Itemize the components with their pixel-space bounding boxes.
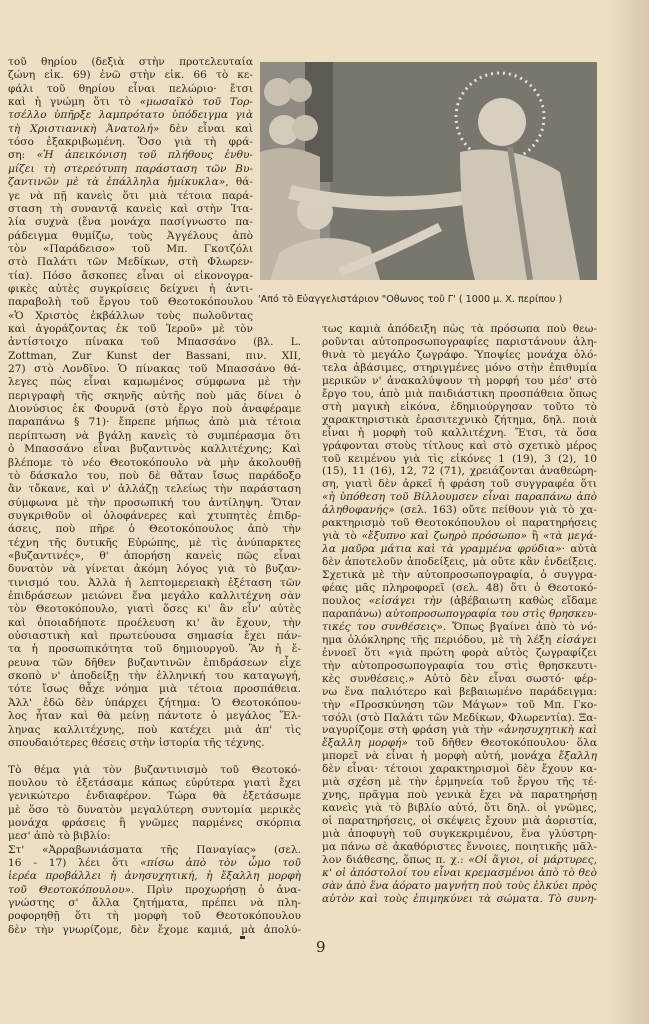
text-segment: γενικώτερο ἐνδιαφέρον. Τώρα θὰ ἐξετάσωμε — [8, 790, 301, 803]
text-line — [322, 569, 597, 582]
text-segment: τέχνη τῆς δυτικῆς Εὐρώπης, μὲ τὶς ἀνύπαρκτες — [8, 536, 301, 549]
italic-quote: αὐτοπροσωπογραφία του στὶς θρησκευ- — [385, 607, 598, 620]
text-segment: τσόλι (στὸ Παλάτι τῶν Μεδίκων, Φλωρεντία). Ξα- — [322, 711, 597, 724]
text-segment: καὶ ἡ γνώμη ὅτι τὸ — [8, 96, 140, 109]
text-line — [8, 430, 301, 443]
text-segment: (σελ. 163) οὔτε πείθουν γιὰ τὸ χα- — [394, 504, 597, 517]
text-line — [322, 815, 597, 828]
text-segment: φέας μᾶς πληροφορεῖ (σελ. 48) ὅτι ὁ Θεοτοκό- — [322, 582, 597, 594]
text-line — [8, 563, 301, 576]
text-line — [322, 634, 597, 647]
text-line — [322, 323, 597, 336]
text-line — [322, 763, 597, 776]
text-line — [322, 440, 597, 453]
text-line — [322, 595, 597, 608]
text-segment: (ἀβέβαιωτη καθὼς εἴδαμε — [442, 594, 597, 607]
text-segment: τως καμιὰ ἀπόδειξη πὼς τὰ πρόσωπα ποὺ θεω- — [322, 323, 597, 335]
text-line — [8, 804, 301, 817]
text-segment: τινισμό του. Ἀλλὰ ἡ λεπτομερειακὴ ἐξέταση τῶν — [8, 576, 301, 589]
text-line — [322, 453, 597, 466]
text-segment: ληνας καλλιτέχνης, ποὺ κατέχει μιὰ ἀπ' τὶς — [8, 723, 301, 736]
text-line — [322, 517, 597, 530]
text-segment: ἐπιδράσεων μειώνει ἕνα μεγάλο καλλιτέχνη σὰν — [8, 590, 301, 602]
text-segment: συγκριθοῦν οἱ ὁλοφάνερες καὶ χτυπητὲς ἐπιδρ- — [8, 509, 301, 522]
text-line — [8, 777, 301, 790]
text-segment: πουλος — [322, 594, 369, 607]
text-line — [322, 362, 597, 375]
text-line — [8, 643, 301, 656]
text-line — [8, 497, 301, 510]
text-segment: στὴ μαγικὴ εἰκόνα, ἐδημιούργησαν τοῦτο τὸ — [322, 400, 597, 413]
text-line — [8, 136, 253, 149]
text-segment: χαρακτηριστικὰ ἐρασιτεχνικὸ ζήτημα, δηλ. ποιὰ — [322, 413, 597, 426]
text-segment: τελα ἀβάσιμες, στηριγμένες μόνο στὴν ἐπιθυμία — [322, 361, 597, 374]
text-line — [8, 683, 301, 696]
text-line — [8, 630, 301, 643]
text-line — [322, 543, 597, 556]
page-edge-shadow — [609, 0, 649, 1024]
text-line — [8, 176, 253, 189]
italic-quote: «Ἡ ἀπεικόνιση τοῦ πλήθους ἐνθυ- — [36, 149, 253, 162]
text-segment: ρακτηρισμὸ τοῦ Θεοτοκόπουλου οἱ παρατηρήσεις — [322, 517, 597, 530]
text-line — [8, 323, 253, 336]
text-line — [322, 621, 597, 634]
text-line — [8, 310, 253, 323]
text-line — [322, 750, 597, 763]
text-segment: τοῦ δῆθεν Θεοτοκόπουλου· ὅλα — [407, 737, 597, 750]
text-segment: τὴν αὐτοπροσωπογραφία του στὶς θρησκευτι- — [322, 659, 597, 672]
italic-quote: ἔξαλλη μορφή» — [322, 737, 408, 750]
text-segment: ημα ὁλόκληρης τῆς περιόδου, μὲ τὴ λέξη — [322, 633, 557, 646]
text-line — [322, 465, 597, 478]
text-segment: περίπτωση νὰ βγάλῃ κανεὶς τὸ συμπέρασμα ὅτι — [8, 429, 301, 442]
text-line — [8, 817, 301, 830]
text-line — [8, 216, 253, 229]
text-line — [8, 910, 301, 923]
text-segment: ἀντίστοιχο πίνακα τοῦ Μπασσάνο (βλ. L. — [8, 336, 301, 349]
italic-quote: μίζει τὴ στερεότυπη παράσταση τῶν Βυ- — [8, 162, 253, 175]
text-line — [322, 828, 597, 841]
text-line — [322, 414, 597, 427]
text-segment: καὶ ὁποιαδήποτε προέλευση κι' ἂν ἔχουν, τὴν — [8, 616, 301, 629]
text-segment: · αὐτὰ — [561, 543, 597, 556]
text-segment: λία συχνὰ (ἕνα μονάχα πασίγνωστο πα- — [8, 216, 253, 229]
text-line — [8, 296, 253, 309]
text-line — [8, 510, 301, 523]
text-segment: , θά- — [225, 176, 253, 189]
text-segment: «βυζαντινές», θ' ἀπορήσῃ κανεὶς πῶς εἶναι — [8, 549, 301, 562]
italic-quote: εἰσάγει — [556, 633, 597, 646]
text-line — [8, 603, 301, 616]
text-segment: δὲν εἶναι καὶ — [159, 122, 253, 135]
text-line — [322, 776, 597, 789]
text-segment: τότε ἴσως θἆχε νόημα μιὰ τέτοια προσπάθεια. — [8, 683, 301, 696]
text-line — [8, 724, 301, 737]
italic-quote: λα μαῦρα μάτια καὶ τὰ γραμμένα φρύδια» — [322, 543, 562, 556]
italic-quote: τὴ Χριστιανικὴ Ἀνατολή» — [8, 122, 160, 135]
text-segment: παραβολὴ τοῦ ἔργου τοῦ Θεοτοκόπουλου — [8, 296, 253, 309]
text-segment: 16 - 17) λέει ὅτι — [8, 857, 141, 869]
text-line — [322, 388, 597, 401]
text-line — [322, 582, 597, 595]
text-segment: ρευνα τῶν δῆθεν βυζαντινῶν ἐπιδράσεων εἶχε — [8, 656, 301, 669]
text-line — [8, 83, 253, 96]
text-segment: τόσο ἐξακριβωμένη. Ὅσο γιὰ τὴ φρά- — [8, 136, 253, 149]
text-segment: Zottman, Zur Kunst der Bassani, πιν. XII, — [8, 349, 301, 362]
italic-quote: κ' οἱ ἀπόστολοί του εἶναι κρεμασμένοι ἀπὸ τὸ θεὸ — [322, 866, 597, 879]
text-segment: παραπάνω) — [322, 607, 386, 620]
text-segment: πουλου τὸ ἐξετάσαμε κάπως εὐρύτερα γιατὶ ἔχει — [8, 776, 301, 789]
text-segment: Τὸ θέμα γιὰ τὸν βυζαντινισμὸ τοῦ Θεοτοκό- — [8, 763, 301, 776]
text-line — [322, 427, 597, 440]
text-segment: μπορεῖ νὰ εἶναι ἡ μορφὴ αὐτή, μονάχα — [322, 750, 559, 763]
text-segment: (15), 11 (16), 12, 72 (71), χρειάζονται ἀναθεώρη- — [322, 465, 597, 478]
text-segment: τὸν Θεοτοκόπουλο, γιατὶ ὅσες κι' ἂν εἶν' αὐτὲς — [8, 603, 301, 616]
text-line — [322, 789, 597, 802]
text-line — [322, 737, 597, 750]
text-segment: κανεὶς γιὰ τὸ βιβλίο αὐτό, ὅτι δηλ. οἱ γνῶμες, — [322, 802, 597, 815]
text-segment: ἔργο του, ἀπὸ μιὰ παιδιάστικη προσπάθεια ὅπως — [322, 387, 597, 400]
italic-quote: τοῦ Θεοτοκόπουλου» — [8, 883, 132, 896]
italic-quote: «ἔξυπνο καὶ ζωηρὸ πρόσωπο» — [361, 530, 528, 543]
text-segment: σπουδαιότερες θέσεις στὴν ἱστορία τῆς τέχνης. — [8, 736, 265, 749]
text-segment: δὲν ἀποτελοῦν ἀποδείξεις, μὰ οὔτε κἂν ἐνδείξεις. — [322, 556, 597, 569]
text-line — [8, 924, 301, 937]
text-line — [8, 403, 301, 416]
text-segment: ναγυρίζομε στὴ φράση γιὰ τὴν — [322, 724, 498, 737]
text-segment: σύμφωνα μὲ τὴν προσωπική του ἀντίληψη. Ὅταν — [8, 496, 301, 509]
text-line — [8, 123, 253, 136]
italic-quote: «μωσαϊκὸ τοῦ Τορ- — [139, 96, 253, 109]
text-line — [8, 283, 253, 296]
text-line — [322, 647, 597, 660]
print-mark — [240, 936, 245, 939]
text-line — [322, 349, 597, 362]
text-segment: μεσ' ἀπὸ τὸ βιβλίο: — [8, 830, 111, 843]
text-line — [8, 457, 301, 470]
text-segment: «Ὁ Χριστὸς ἐκβάλλων τοὺς πωλοῦντας — [8, 309, 253, 322]
text-line — [8, 256, 253, 269]
text-segment: μα πάνω σὲ ἀκαθόριστες ἔννοιες, ποιητικῆς μᾶλ- — [322, 841, 597, 853]
text-line — [8, 69, 253, 82]
text-segment: τα ἡ προσωπικότητα τοῦ δημιουργοῦ. Ἂν ἡ ἔ- — [8, 643, 301, 656]
text-segment: τὸν «Παράδεισο» τοῦ Μπ. Γκοτζόλι — [8, 242, 253, 255]
text-line — [8, 376, 301, 389]
text-line — [8, 790, 301, 803]
text-line — [322, 375, 597, 388]
text-segment: ζώνη εἰκ. 69) ἐνῶ στὴν εἰκ. 66 τὸ κε- — [8, 69, 253, 82]
text-segment: καὶ ἀγοράζοντας ἐκ τοῦ Ἱεροῦ» μὲ τὸν — [8, 323, 253, 335]
text-line — [322, 724, 597, 737]
text-line — [8, 390, 301, 403]
text-segment: τοῦ κειμένου γιὰ τὶς εἰκόνες 1 (19), 3 (2), 10 — [322, 452, 597, 465]
text-line — [8, 670, 301, 683]
text-segment: . Πρὶν προχωρήσῃ ὁ ἀνα- — [131, 883, 301, 896]
text-line — [8, 857, 301, 870]
text-segment: γιὰ τὸ — [322, 530, 362, 543]
italic-quote: ἱερέα προβάλλει ἡ ἀνησυχητική, ἡ ἔξαλλη μορφὴ — [8, 870, 301, 883]
text-segment: κὲς συνθέσεις.» Αὐτὸ δὲν εἶναι σωστό· φέρ- — [322, 672, 597, 685]
italic-quote: «ἡ ὑπόθεση τοῦ Βίλλουμσεν εἶναι παραπάνω ἀπὸ — [322, 491, 597, 504]
text-line — [322, 660, 597, 673]
text-line — [8, 350, 301, 363]
italic-quote: τσέλλο ὑπῆρξε λαμπρότατο ὑπόδειγμα γιὰ — [8, 109, 253, 122]
text-segment: φικὲς αὐτὲς συγκρίσεις δείχνει ἡ ἀντι- — [8, 282, 253, 295]
text-segment: μερικῶν ν' ἀνακαλύψουν τὴ μορφή του μέσ' στὸ — [322, 374, 597, 387]
text-line — [322, 608, 597, 621]
text-line — [322, 504, 597, 517]
text-segment: περιγραφὴ τῆς σκηνῆς αὐτῆς ποὺ μᾶς δίνει ὁ — [8, 389, 301, 402]
text-line — [8, 230, 253, 243]
text-line — [8, 884, 301, 897]
text-segment: άσεις, ποὺ πῆρε ὁ Θεοτοκόπουλος ἀπὸ τὴν — [8, 523, 301, 536]
text-line — [8, 470, 301, 483]
text-line — [8, 483, 301, 496]
text-segment: Ἀλλ' ἐδῶ δὲν ὑπάρχει ζήτημα: Ὁ Θεοτοκόπου- — [8, 696, 301, 709]
text-segment: ση, γιατὶ δὲν ἀρκεῖ ἡ φράση τοῦ συγγραφέα ὅτι — [322, 478, 597, 491]
text-segment: ἐννοεῖ ὅτι «γιὰ πρώτη φορὰ αὐτὸς ζωγραφίζει — [322, 646, 597, 659]
text-line — [8, 270, 253, 283]
italic-quote: τικές του συνθέσεις» — [322, 620, 443, 633]
text-segment: λον διάθεσης, ὅπως π. χ.: — [322, 853, 469, 866]
text-line — [8, 416, 301, 429]
italic-quote: σὰν ἀπὸ ἕνα ἀόρατο μαγνήτη ποὺ τοὺς ἑλκύει πρὸς — [322, 879, 597, 892]
text-segment: οὐσιαστικὴ καὶ πρωτεύουσα σημασία ἔχει πάν- — [8, 630, 301, 643]
text-line — [8, 190, 253, 203]
text-line — [322, 893, 597, 906]
text-segment: οἱ παρατηρήσεις, οἱ σκέψεις ἔχουν μιὰ ἀοριστία, — [322, 815, 597, 828]
text-segment: ση: — [8, 149, 37, 162]
text-segment: γε νὰ πῇ κανεὶς ὅτι μιὰ τέτοια παρά- — [8, 189, 253, 202]
text-line — [8, 523, 301, 536]
text-line — [322, 712, 597, 725]
text-segment: ροῦνται αὐτοπροσωπογραφίες παριστάνουν ἀλη- — [322, 335, 597, 348]
text-segment: μὲ ὅσο τὸ δυνατὸν μεγαλύτερη συντομία μερικὲς — [8, 803, 301, 816]
text-line — [322, 880, 597, 893]
text-line — [322, 686, 597, 699]
text-segment: μιὰ σχέση μὲ τὴν ἑρμηνεία τοῦ ἔργου τῆς τέ- — [322, 776, 597, 789]
text-line — [8, 577, 301, 590]
text-segment: . Ὅπως βγαίνει ἀπὸ τὸ νό- — [442, 620, 597, 633]
text-segment: δὲν τὴν γνωρίζομε, δὲν ἔχομε καμιά, μὰ ἀπολύ- — [8, 923, 301, 936]
text-line — [8, 149, 253, 162]
italic-quote: «πίσω ἀπὸ τὸν ὦμο τοῦ — [140, 857, 301, 869]
text-segment: Διονύσιος ἐκ Φουρνᾶ (στὸ ἔργο ποὺ ἀναφέραμε — [8, 403, 301, 416]
text-line — [8, 363, 301, 376]
text-segment: θινὰ τὸ μεγάλο ζωγράφο. Ὑποψίες μονάχα ὁλό- — [322, 348, 597, 361]
text-line — [322, 530, 597, 543]
italic-quote: «εἰσάγει τὴν — [368, 594, 443, 607]
text-segment: μιὰ ἀποφυγὴ τοῦ συγκεκριμένου, ἕνα γλύστρη- — [322, 828, 597, 841]
text-segment: εἶναι ἡ μορφὴ τοῦ καλλιτέχνη. Ἔτσι, τὰ ὅσα — [322, 426, 597, 439]
text-segment: Στ' «Ἀρραβωνιάσματα τῆς Παναγίας» (σελ. — [8, 843, 301, 856]
text-line — [322, 802, 597, 815]
text-line — [322, 556, 597, 569]
miniature-image — [260, 62, 597, 280]
text-line — [8, 764, 301, 777]
italic-quote: «ἀνησυχητικὴ καὶ — [497, 724, 597, 737]
text-line — [8, 590, 301, 603]
text-segment: τοῦ θηρίου (δεξιὰ στὴν προτελευταία — [8, 56, 253, 68]
text-line — [322, 854, 597, 867]
text-line — [8, 697, 301, 710]
text-segment: 27) στὸ Λονδῖνο. Ὁ πίνακας τοῦ Μπασσάνο θά- — [8, 363, 301, 376]
text-line — [8, 203, 253, 216]
text-segment: δὲν εἶναι· τέτοιοι χαρακτηρισμοὶ δὲν ἔχουν κα- — [322, 763, 597, 776]
text-line — [322, 401, 597, 414]
text-segment: λεγες πὼς εἶναι καμωμένος σύμφωνα μὲ τὴν — [8, 376, 301, 389]
text-line — [8, 96, 253, 109]
text-segment: μονάχα φράσεις ἢ γνῶμες παρμένες σκόρπια — [8, 816, 301, 829]
text-segment: τὸ δάσκαλο του, ποὺ δὲ θἄταν ἴσως παράδοξο — [8, 469, 301, 482]
text-line — [322, 699, 597, 712]
text-segment: ροφορηθῇ ὅτι τὴ μορφὴ τοῦ Θεοτοκόπουλου — [8, 910, 301, 923]
text-segment: ἢ — [527, 530, 544, 543]
figure-caption: 'Από τὸ Εὐαγγελιστάριον "Οθωνος τοῦ Γ' ( 1000 μ. Χ. περίπου ) — [258, 294, 563, 305]
text-segment: βλέπομε τὸ νέο Θεοτοκόπουλο νὰ μὴν ἀκολουθῇ — [8, 456, 301, 469]
text-segment: σκοπὸ ν' ἀποδείξῃ τὴν ἑλληνική του καταγωγή, — [8, 670, 301, 683]
text-line — [322, 491, 597, 504]
illustration-christ-miniature — [260, 62, 597, 280]
text-segment: ἂν τὄκανε, καὶ ν' ἀλλάζῃ τελείως τὴν παράσταση — [8, 483, 301, 496]
text-line — [322, 336, 597, 349]
text-line — [8, 56, 253, 69]
text-line — [322, 478, 597, 491]
text-line — [8, 443, 301, 456]
text-segment: χνης, πρᾶγμα ποὺ γενικὰ ἔχει νὰ παρατηρήσῃ — [322, 789, 597, 802]
text-line — [8, 336, 301, 349]
text-line — [8, 550, 301, 563]
text-segment: γράφονται στοὺς τίτλους καὶ στὸ σχετικὸ μέρος — [322, 439, 597, 452]
text-segment: νω ἕνα παλιότερο καὶ βεβαιωμένο παράδειγμα: — [322, 685, 597, 698]
text-line — [8, 617, 301, 630]
text-segment: φάλι τοῦ θηρίου εἶναι πελώριο· ἔτσι — [8, 82, 253, 95]
text-line — [8, 737, 301, 750]
italic-quote: «τὰ μεγά- — [543, 530, 597, 543]
italic-quote: ἔξαλλη — [558, 750, 597, 763]
italic-quote: αὐτὸν καὶ τοὺς ἐπιμηκύνει τὰ σώματα. Τὸ συνη- — [322, 892, 597, 905]
text-segment: στὸ Παλάτι τῶν Μεδίκων, στὴ Φλωρεν- — [8, 256, 253, 269]
text-line — [8, 537, 301, 550]
text-segment: τὴν «Προσκύνηση τῶν Μάγων» τοῦ Μπ. Γκο- — [322, 698, 597, 711]
italic-quote: «Οἱ ἅγιοι, οἱ μάρτυρες, — [468, 853, 597, 866]
page-number: 9 — [316, 938, 326, 956]
text-segment: τία). Πόσο ἄσκοπες εἶναι οἱ εἰκονογρα- — [8, 269, 253, 282]
text-line — [8, 109, 253, 122]
text-line — [8, 710, 301, 723]
text-segment: ὁ Μπασσάνο εἶναι βυζαντινὸς καλλιτέχνης; Καὶ — [8, 443, 301, 456]
text-line — [322, 673, 597, 686]
text-segment: Σχετικὰ μὲ τὴν αὐτοπροσωπογραφία, ὁ συγγρα- — [322, 569, 597, 582]
text-segment: δυνατὸν νὰ γίνεται ἀκόμη λόγος γιὰ τὸ βυζαν- — [8, 563, 301, 576]
text-segment: σταση τὴ συναντᾷ κανεὶς καὶ στὴν Ἰτα- — [8, 202, 253, 215]
italic-quote: ζαντινῶν μὲ τὰ ἐπάλληλα ἡμίκυκλα» — [8, 176, 226, 189]
italic-quote: ἀληθοφανής» — [322, 504, 395, 517]
text-line — [8, 657, 301, 670]
text-line — [8, 243, 253, 256]
text-line — [8, 870, 301, 883]
text-line — [8, 163, 253, 176]
text-line — [322, 841, 597, 854]
text-segment: ράδειγμα θυμίζω, τοὺς Ἀγγέλους ἀπὸ — [8, 229, 253, 242]
text-line — [8, 844, 301, 857]
text-segment: παραπάνω § 71)· ἔπρεπε μήπως ἀπὸ μιὰ τέτοια — [8, 416, 301, 429]
text-line — [322, 867, 597, 880]
text-segment: γνώστης σ' ἄλλα ζητήματα, πρέπει νὰ πλη- — [8, 897, 301, 910]
text-line — [8, 897, 301, 910]
text-line — [8, 830, 301, 843]
text-segment: λος ἦταν καὶ θὰ μείνῃ πάντοτε ὁ μεγάλος Ἕλ- — [8, 710, 301, 723]
